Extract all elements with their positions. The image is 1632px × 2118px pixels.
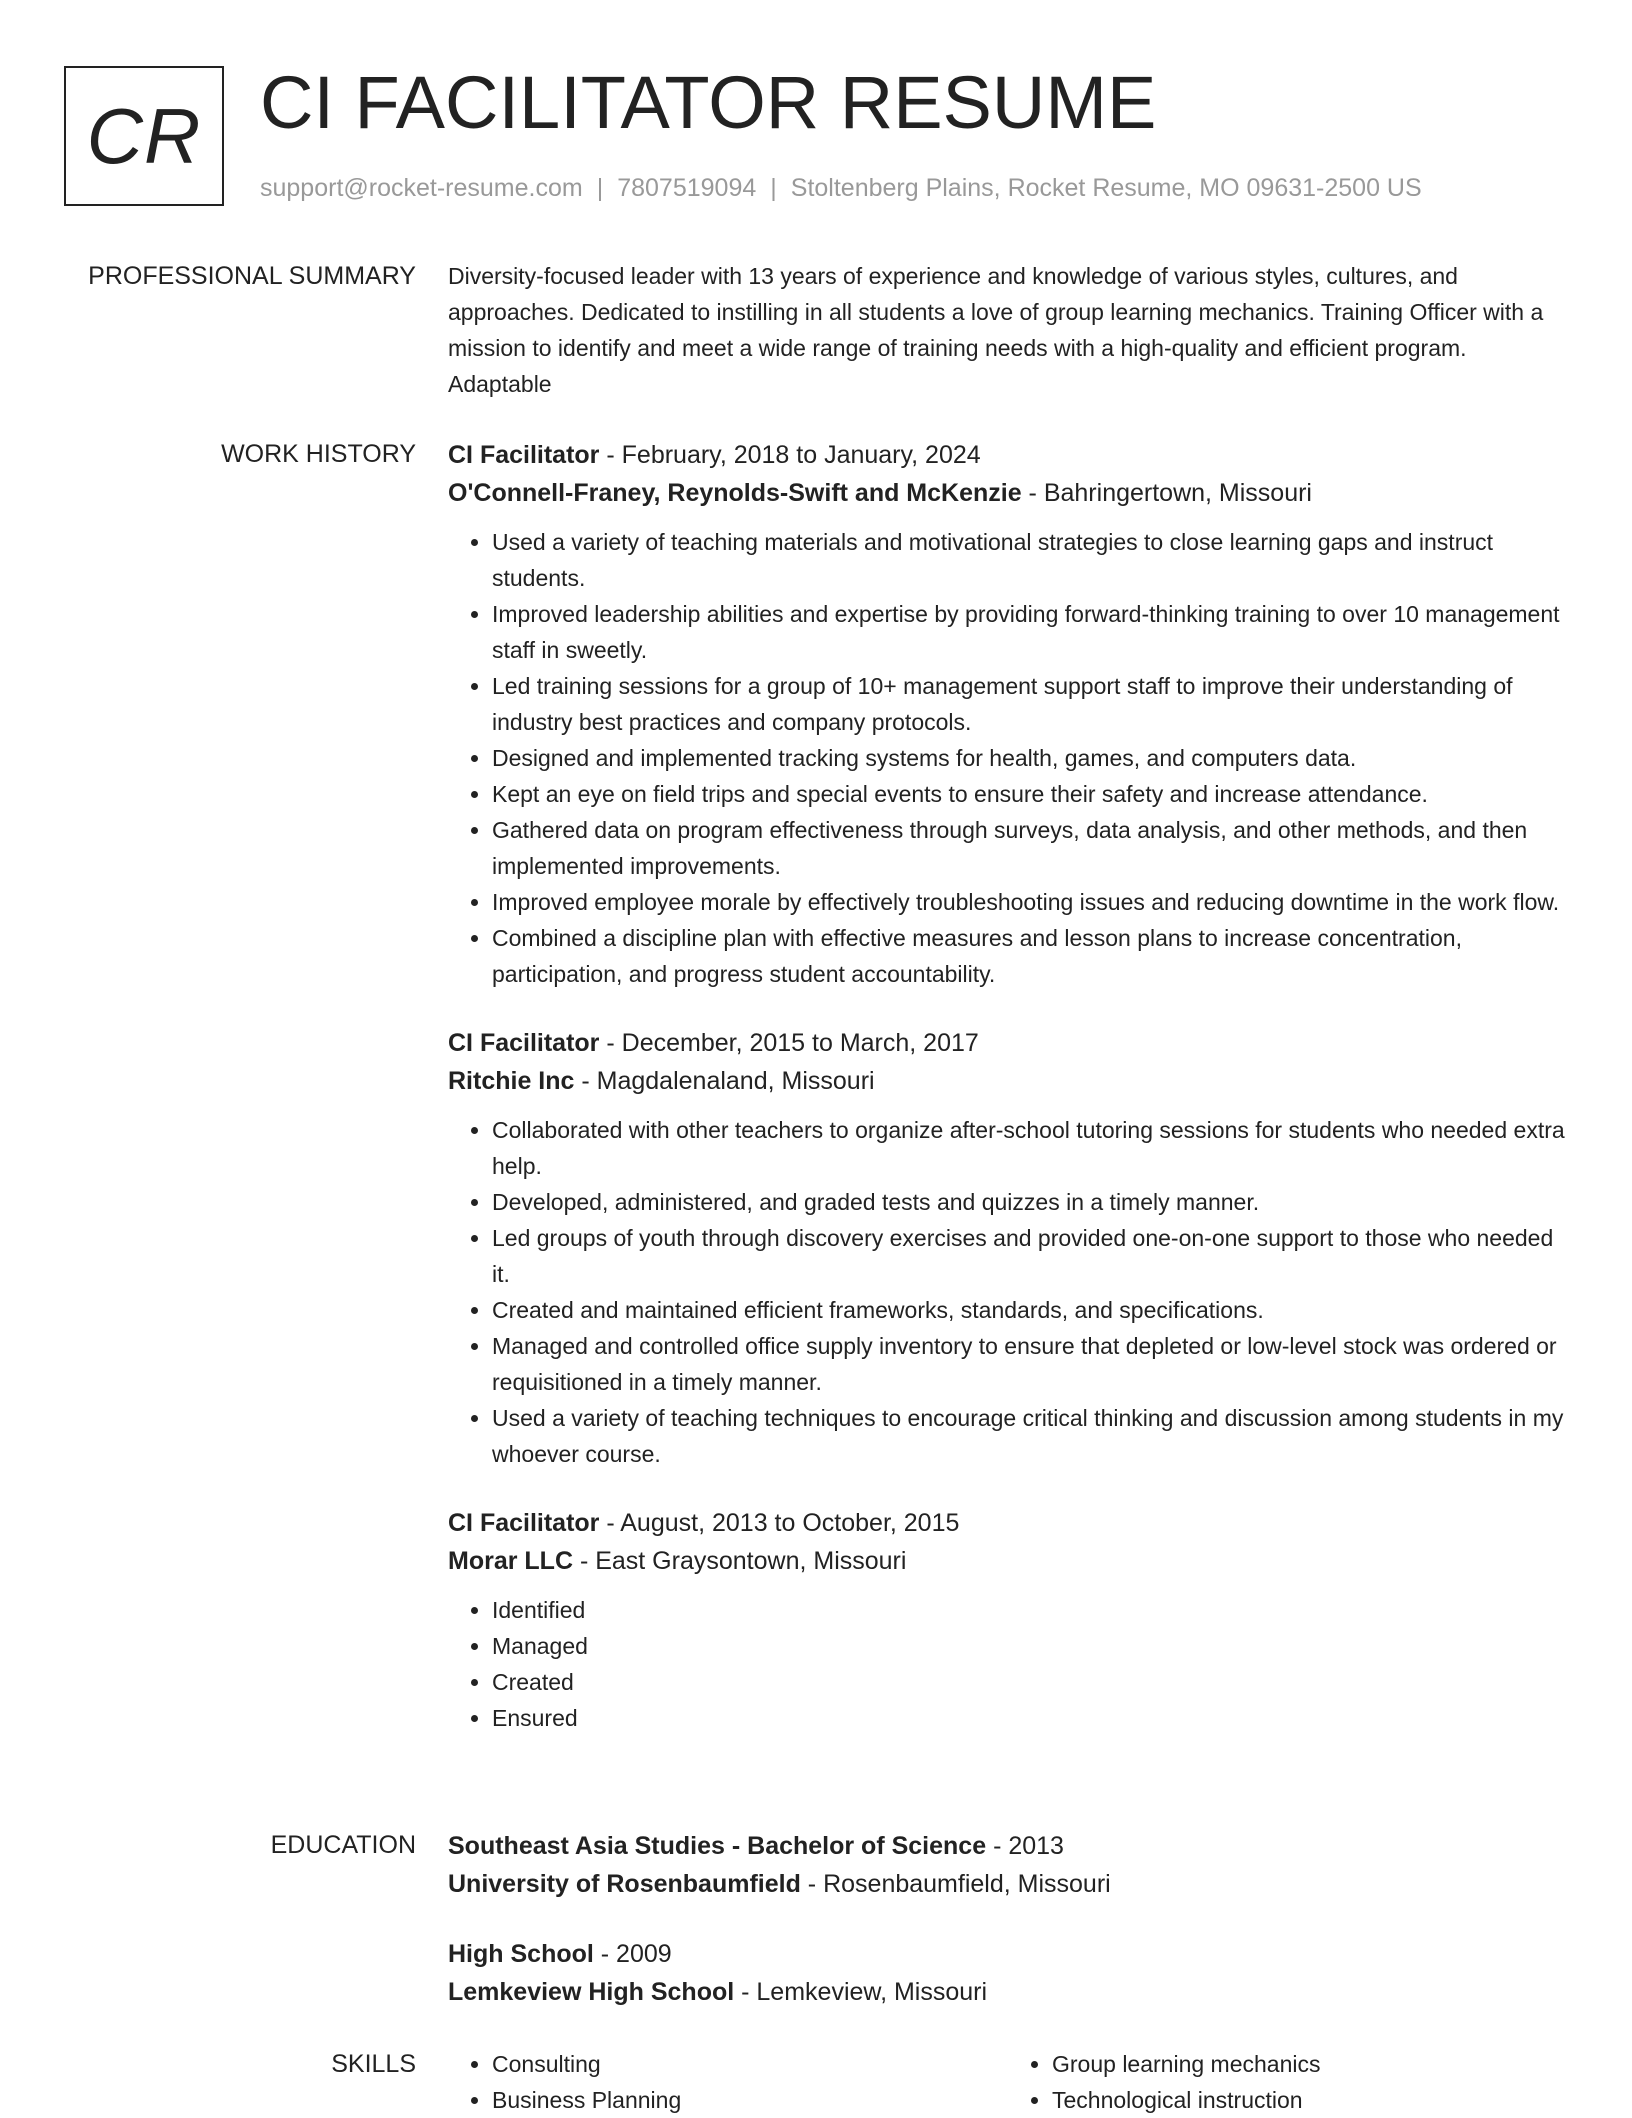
education-location: - Lemkeview, Missouri xyxy=(734,1978,988,2006)
list-item: • Led groups of youth through discovery exercises and provided one-on-one support to those who needed it. xyxy=(492,1220,1568,1292)
list-item: • Gathered data on program effectiveness through surveys, data analysis, and other methods, and then implemented improvements. xyxy=(492,812,1568,884)
job-entry xyxy=(448,1024,1568,1472)
list-item: • Improved leadership abilities and expertise by providing forward-thinking training to over 10 management staff in sweetly. xyxy=(492,596,1568,668)
education-school-line xyxy=(448,1973,1568,2011)
job-title-line xyxy=(448,436,1568,474)
job-title: CI Facilitator xyxy=(448,1029,600,1057)
education-degree: High School xyxy=(448,1940,594,1968)
job-location: - Bahringertown, Missouri xyxy=(1021,479,1312,507)
contact-address: Stoltenberg Plains, Rocket Resume, MO 09631-2500 US xyxy=(790,174,1422,202)
job-company: Morar LLC xyxy=(448,1547,573,1575)
education-school-line xyxy=(448,1865,1568,1903)
job-company-line xyxy=(448,474,1568,512)
list-item: • Consulting xyxy=(492,2046,1008,2082)
list-item: • Led training sessions for a group of 10+ management support staff to improve their understanding of industry best practices and company protocols. xyxy=(492,668,1568,740)
education-school: Lemkeview High School xyxy=(448,1978,735,2006)
education-year: - 2013 xyxy=(986,1832,1064,1860)
list-item: • Technological instruction xyxy=(1052,2082,1568,2118)
job-location: - East Graysontown, Missouri xyxy=(573,1547,907,1575)
skills-list-right xyxy=(1008,2046,1568,2118)
section-label-education: EDUCATION xyxy=(270,1831,416,1859)
section-label-work: WORK HISTORY xyxy=(221,440,416,468)
list-item: • Kept an eye on field trips and special events to ensure their safety and increase attendance. xyxy=(492,776,1568,812)
summary-text: Diversity-focused leader with 13 years of experience and knowledge of various styles, cultures, and approaches. Dedicated to instilling in all students a love of group learning mechanics. Training Officer with a mission to identify and meet a wide range of training needs with a high-quality and efficient program. Adaptable xyxy=(448,263,1544,397)
section-label-skills: SKILLS xyxy=(331,2050,416,2078)
contact-separator: | xyxy=(770,174,777,202)
contact-separator: | xyxy=(596,174,604,202)
list-item: • Used a variety of teaching techniques to encourage critical thinking and discussion among students in my whoever course. xyxy=(492,1400,1568,1472)
section-label-summary: PROFESSIONAL SUMMARY xyxy=(88,262,416,290)
list-item: • Used a variety of teaching materials and motivational strategies to close learning gaps and instruct students. xyxy=(492,524,1568,596)
education-entry xyxy=(448,1827,1568,1903)
list-item: • Business Planning xyxy=(492,2082,1008,2118)
skills-list-left xyxy=(448,2046,1008,2118)
job-entry xyxy=(448,436,1568,992)
list-item: • Improved employee morale by effectively troubleshooting issues and reducing downtime in the work flow. xyxy=(492,884,1568,920)
skills-columns xyxy=(448,2046,1568,2118)
education-year: - 2009 xyxy=(593,1940,672,1968)
resume-title: CI FACILITATOR RESUME xyxy=(260,61,1157,144)
job-dates: - August, 2013 to October, 2015 xyxy=(599,1509,960,1537)
list-item: • Managed xyxy=(492,1628,1568,1664)
education-location: - Rosenbaumfield, Missouri xyxy=(800,1870,1111,1898)
list-item: • Identified xyxy=(492,1592,1568,1628)
list-item: • Collaborated with other teachers to organize after-school tutoring sessions for students who needed extra help. xyxy=(492,1112,1568,1184)
education-degree: Southeast Asia Studies - Bachelor of Science xyxy=(448,1832,987,1860)
education-degree-line xyxy=(448,1827,1568,1865)
job-title: CI Facilitator xyxy=(448,441,600,469)
job-bullets xyxy=(448,1592,1568,1736)
contact-phone[interactable]: 7807519094 xyxy=(617,174,757,202)
monogram-initials: CR xyxy=(86,91,202,180)
list-item: • Ensured xyxy=(492,1700,1568,1736)
list-item: • Managed and controlled office supply inventory to ensure that depleted or low-level stock was ordered or requisitioned in a timely manner. xyxy=(492,1328,1568,1400)
job-company: Ritchie Inc xyxy=(448,1067,575,1095)
job-dates: - December, 2015 to March, 2017 xyxy=(599,1029,979,1057)
job-company: O'Connell-Franey, Reynolds-Swift and McKenzie xyxy=(448,479,1022,507)
list-item: • Group learning mechanics xyxy=(1052,2046,1568,2082)
job-location: - Magdalenaland, Missouri xyxy=(574,1067,875,1095)
job-dates: - February, 2018 to January, 2024 xyxy=(599,441,981,469)
education-degree-line xyxy=(448,1935,1568,1973)
job-title-line xyxy=(448,1504,1568,1542)
job-bullets xyxy=(448,1112,1568,1472)
job-title-line xyxy=(448,1024,1568,1062)
contact-line xyxy=(260,174,1422,203)
list-item: • Created xyxy=(492,1664,1568,1700)
job-entry xyxy=(448,1504,1568,1736)
education-school: University of Rosenbaumfield xyxy=(448,1870,801,1898)
education-entry xyxy=(448,1935,1568,2011)
contact-email[interactable]: support@rocket-resume.com xyxy=(260,174,583,202)
list-item: • Developed, administered, and graded tests and quizzes in a timely manner. xyxy=(492,1184,1568,1220)
job-company-line xyxy=(448,1542,1568,1580)
job-company-line xyxy=(448,1062,1568,1100)
monogram-box xyxy=(64,66,224,206)
job-title: CI Facilitator xyxy=(448,1509,600,1537)
list-item: • Created and maintained efficient frameworks, standards, and specifications. xyxy=(492,1292,1568,1328)
list-item: • Designed and implemented tracking systems for health, games, and computers data. xyxy=(492,740,1568,776)
job-bullets xyxy=(448,524,1568,992)
list-item: • Combined a discipline plan with effective measures and lesson plans to increase concentration, participation, and progress student accountability. xyxy=(492,920,1568,992)
